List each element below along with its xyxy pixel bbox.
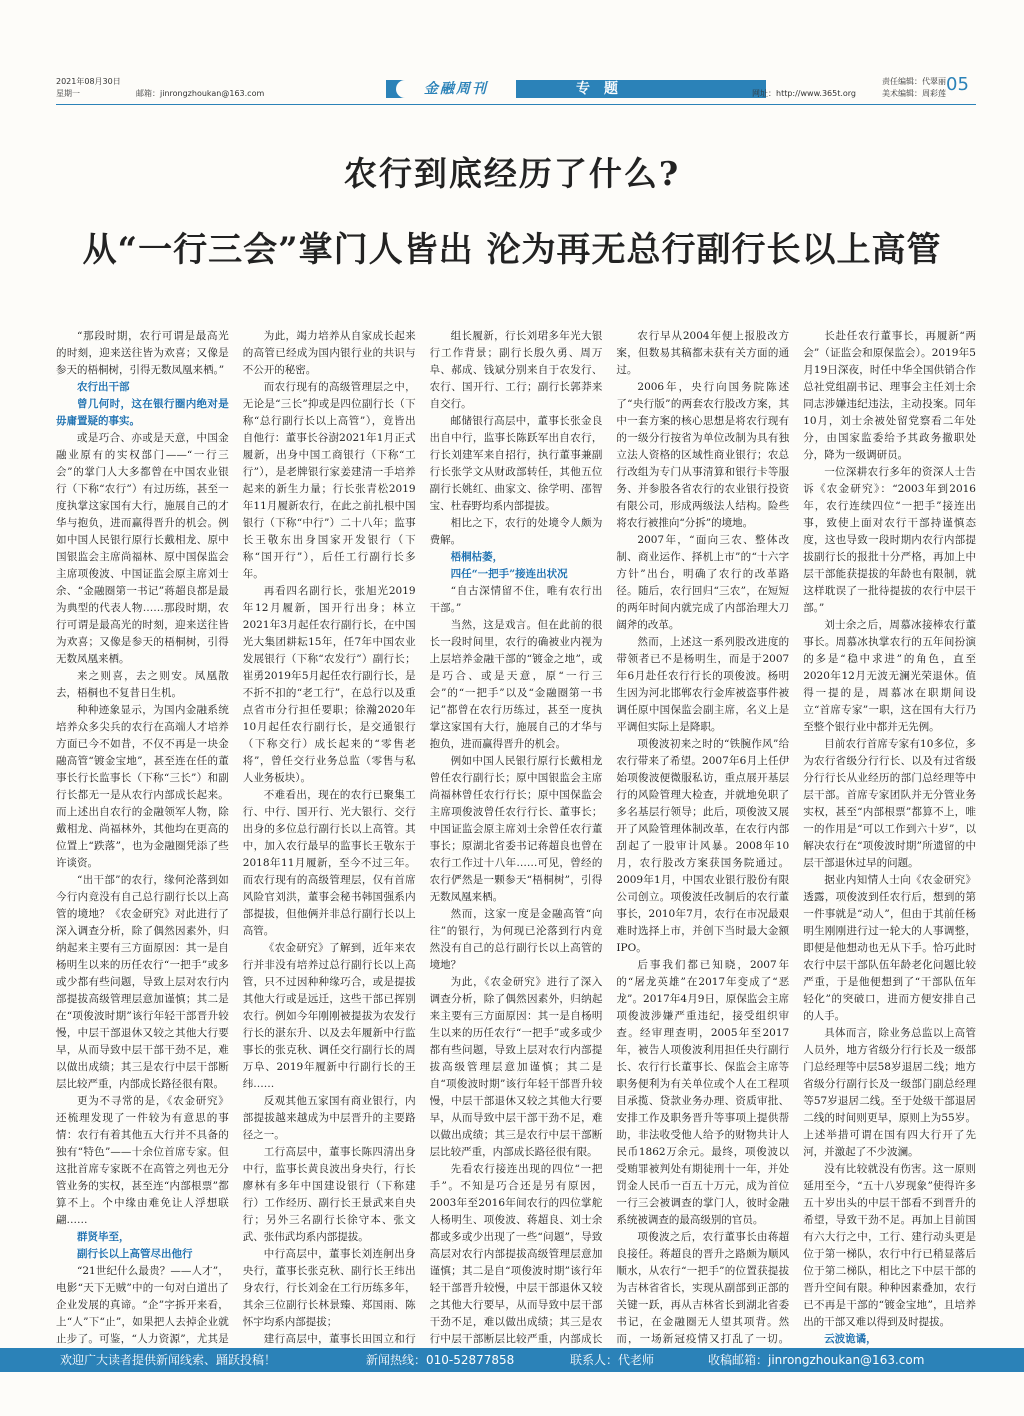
responsible-editor: 责任编辑：代翠丽 xyxy=(882,77,946,86)
article-body xyxy=(56,328,976,1346)
section-subheading: 云波诡谲， xyxy=(824,1333,877,1345)
article-paragraph: 农行早从2004年便上报股改方案，但数易其稿都未获有关方面的通过。 xyxy=(616,330,790,376)
article-paragraph: 《农金研究》了解到，近年来农行并非没有培养过总行副行长以上高管，只不过因种种缘巧合，或是提拔其他大行或是远迁，这些干部已挥别农行。例如今年刚刚被提拔为农发行行长的湛东升、以及去年履新中行监事长的张克秋、调任交行副行长的周万阜、2019年履新中行副行长的王纬…… xyxy=(242,942,416,1090)
article-paragraph: 项俊波初来之时的“铁腕作风”给农行带来了希望。2007年6月上任伊始项俊波便微服私访，重点展开基层行的风险管理大检查，并就地免职了多名基层行领导；此后，项俊波又展开了风险管理体制改革，在农行内部刮起了一股审计风暴。2008年10月，农行股改方案获国务院通过。2009年1月，中国农业银行股份有限公司创立。项俊波任改制后的农行董事长，2010年7月，农行在市况最艰难时选择上市，并创下当时最大金额IPO。 xyxy=(616,738,790,954)
article-column xyxy=(803,328,976,1346)
footer-slogan: 欢迎广大读者提供新闻线索、踊跃投稿！ xyxy=(60,1353,277,1367)
article-paragraph: 先看农行接连出现的四位“一把手”。不知是巧合还是另有原因，2003年至2016年间农行的四位掌舵人杨明生、项俊波、蒋超良、刘士余都或多或少出现了一些“问题”，导致高层对农行内部提拔高级管理层意加谨慎；其二是自“项俊波时期”该行年轻干部晋升较慢，中层干部退休又较之其他大行要早，从而导致中层干部干劲不足，难以做出成绩；其三是农行中层干部断层比较严重，内部成长 xyxy=(429,1163,603,1345)
article-paragraph: 一位深耕农行多年的资深人士告诉《农金研究》：“2003年到2016年，农行连续四位“一把手”接连出事，致使上面对农行干部持谨慎态度，这也导致一段时期内农行内部提拔副行长的报批十分严格，再加上中层干部能获提拔的年龄也有限制，就这样耽误了一批待提拔的农行中层干部。” xyxy=(803,466,976,614)
issue-date: 2021年08月30日 xyxy=(56,77,121,86)
article-column xyxy=(430,328,603,1346)
article-paragraph: “自古深情留不住，唯有农行出干部。” xyxy=(429,585,603,614)
headline-main: 农行到底经历了什么? xyxy=(343,154,681,193)
article-paragraph: 2007年，“面向三农、整体改制、商业运作、择机上市”的“十六字方针”出台，明确了农行的改革路径。随后，农行回归“三农”，在短短的两年时间内就完成了内部治理大刀阔斧的改革。 xyxy=(616,534,790,631)
article-paragraph: 然而，上述这一系列股改进度的带领者已不是杨明生，而是于2007年6月赴任农行行长的项俊波。杨明生因为河北邯郸农行金库被盗事件被调任原中国保监会副主席，名义上是平调但实际上是降职。 xyxy=(616,636,790,733)
article-column xyxy=(56,328,229,1346)
masthead-bar xyxy=(386,80,766,98)
article-paragraph: 2006年，央行向国务院陈述了“央行版”的两套农行股改方案，其中一套方案的核心思想是将农行现有的一级分行按省为单位改制为具有独立法人资格的区域性商业银行；农总行改组为专门从事清算和银行卡等服务、并参股各省农行的农业银行投资有限公司，形成两级法人结构。险些将农行被推向“分拆”的境地。 xyxy=(616,381,790,529)
headline-sub: 从“一行三会”掌门人皆出 沦为再无总行副行长以上高管 xyxy=(82,230,942,270)
article-paragraph: 当然，这是戏言。但在此前的很长一段时间里，农行的确被业内视为上层培养金融干部的“镀金之地”，或是巧合、或是天意，原“一行三会”的“一把手”以及“金融圈第一书记”都曾在农行历练过，甚至一度执掌这家国有大行，施展自己的才华与抱负，进而赢得晋升的机会。 xyxy=(429,619,603,750)
page-header xyxy=(56,76,976,102)
section-subheading: 四任“一把手”接连出状况 xyxy=(450,568,568,580)
article-paragraph: 刘士余之后，周慕冰接棒农行董事长。周慕冰执掌农行的五年间扮演的多是“稳中求进”的角色，直至2020年12月无波无澜光荣退休。值得一提的是，周慕冰在职期间设立“首席专家”一职，这在国有大行乃至整个银行业中都并无先例。 xyxy=(803,619,976,733)
page-footer xyxy=(0,1348,1024,1372)
article-paragraph: 中行高层中，董事长刘连舸出身央行，董事长张克秋、副行长王纬出身农行，行长刘金在工行历练多年，其余三位副行长林景臻、郑国雨、陈怀宇均系内部提拔； xyxy=(242,1248,416,1328)
header-divider xyxy=(56,104,976,105)
section-subheading: 群贤毕至， xyxy=(77,1231,130,1243)
section-subheading: 副行长以上高管尽出他行 xyxy=(77,1248,193,1260)
art-editor: 美术编辑：周彩莲 xyxy=(882,89,946,98)
article-paragraph: 邮储银行高层中，董事长张金良出自中行，监事长陈跃军出自农行，行长刘建军来自招行，执行董事兼副行长张学文从财政部转任，其他五位副行长姚红、曲家文、徐学明、邵智宝、杜春野均系内部提拔。 xyxy=(429,415,603,512)
footer-submit-email: 收稿邮箱：jinrongzhoukan@163.com xyxy=(708,1353,925,1367)
article-paragraph: “21世纪什么最贵？——人才”，电影“天下无贼”中的一句对白道出了企业发展的真谛。“企”字拆开来看，上“人”下“止”，如果把人去掉企业就止步了。可鉴，“人力资源”，尤其是 xyxy=(56,1265,229,1345)
article-paragraph: 为此，《农金研究》进行了深入调查分析，除了偶然因素外，归纳起来主要有三方面原因：其一是自杨明生以来的历任农行“一把手”或多或少都有些问题，导致上层对农行内部提拔高级管理层意加谨慎；其二是自“项俊波时期”该行年轻干部晋升较慢，中层干部退休又较之其他大行要早，从而导致中层干部干劲不足，难以做出成绩；其三是农行中层干部断层比较严重，内部成长路径很有限。 xyxy=(429,976,603,1158)
section-subheading: 农行出干部 xyxy=(77,381,130,393)
footer-contact: 联系人：代老师 xyxy=(570,1353,655,1367)
article-paragraph: 然而，这家一度是金融高管“向往”的银行，为何现已沦落到行内竟然没有自己的总行副行长以上高管的境地？ xyxy=(429,908,603,971)
article-paragraph: 例如中国人民银行原行长戴相龙曾任农行副行长；原中国银监会主席尚福林曾任农行行长；原中国保监会主席项俊波曾任农行行长、董事长；中国证监会原主席刘士余曾任农行董事长；原湖北省委书记蒋超良也曾在农行工作过十八年……可见，曾经的农行俨然是一颗参天“梧桐树”，引得无数凤凰来栖。 xyxy=(429,755,603,903)
article-paragraph: 反观其他五家国有商业银行，内部提拔越来越成为中层晋升的主要路径之一。 xyxy=(242,1095,416,1141)
article-paragraph: 而农行现有的高级管理层之中，无论是“三长”抑或是四位副行长（下称“总行副行长以上高管”），竟皆出自他行：董事长谷澍2021年1月正式履新，出身中国工商银行（下称“工行”），是老牌银行家姜建清一手培养起来的新生力量；行长张青松2019年11月履新农行，在此之前扎根中国银行（下称“中行”）二十八年；监事长王敬东出身国家开发银行（下称“国开行”），后任工行副行长多年。 xyxy=(242,381,416,580)
article-paragraph: 不难看出，现在的农行已聚集工行、中行、国开行、光大银行、交行出身的多位总行副行长以上高管。其中，加入农行最早的监事长王敬东于2018年11月履新，至今不过三年。而农行现有的高级管理层，仅有首席风险官刘洪，董事会秘书韩国强系内部提拔，但他俩并非总行副行长以上高管。 xyxy=(242,789,416,937)
article-paragraph: “那段时期，农行可谓是最高光的时刻，迎来送往皆为欢喜；又像是参天的梧桐树，引得无数凤凰来栖。” xyxy=(56,330,229,376)
issue-weekday: 星期一 xyxy=(56,89,80,98)
newspaper-logo: 金融周刊 xyxy=(396,80,516,98)
article-paragraph: 为此，竭力培养从自家成长起来的高管已经成为国内银行业的共识与不公开的秘密。 xyxy=(242,330,416,376)
article-paragraph: 相比之下，农行的处境令人颇为费解。 xyxy=(429,517,603,546)
article-paragraph: “出干部”的农行，缘何沦落到如今行内竟没有自己总行副行长以上高管的境地？《农金研究》对此进行了深入调查分析，除了偶然因素外，归纳起来主要有三方面原因：其一是自杨明生以来的历任农行“一把手”或多或少都有些问题，导致上层对农行内部提拔高级管理层意加谨慎；其二是在“项俊波时期”该行年轻干部晋升较慢，中层干部退休又较之其他大行要早，从而导致中层干部干劲不足，难以做出成绩；其三是农行中层干部断层比较严重，内部成长路径很有限。 xyxy=(56,874,229,1090)
article-paragraph: 种种迹象显示，为国内金融系统培养众多尖兵的农行在高端人才培养方面已今不如昔，不仅不再是一块金融高管“镀金宝地”，甚至连在任的董事长行长监事长（下称“三长”）和副行长都无一是从农行内部成长起来。而上述出自农行的金融领军人物，除戴相龙、尚福林外，其他均在更高的位置上“跌落”，也为金融圈凭添了些许谈资。 xyxy=(56,704,229,869)
article-paragraph: 来之则喜，去之则安。凤凰散去，梧桐也不复昔日生机。 xyxy=(56,670,229,699)
article-paragraph: 再看四名副行长，张旭光2019年12月履新，国开行出身；林立2021年3月起任农行副行长，在中国光大集团耕耘15年，任7年中国农业发展银行（下称“农发行”）副行长；崔勇2019年5月起任农行副行长，是不折不扣的“老工行”，在总行以及重点省市分行担任要职；徐瀚2020年10月起任农行副行长，是交通银行（下称交行）成长起来的“零售老将”，曾任交行业务总监（零售与私人业务板块）。 xyxy=(242,585,416,784)
article-paragraph: 或是巧合、亦或是天意，中国金融业原有的实权部门——“一行三会”的掌门人大多都曾在中国农业银行（下称“农行”）有过历练，甚至一度执掌这家国有大行，施展自己的才华与抱负，进而赢得晋升的机会。例如中国人民银行原行长戴相龙、原中国银监会主席尚福林、原中国保监会主席项俊波、中国证监会原主席刘士余、“金融圈第一书记”蒋超良都是最为典型的代表人物……那段时期，农行可谓是最高光的时刻，迎来送往皆为欢喜；又像是参天的梧桐树，引得无数凤凰来栖。 xyxy=(56,432,229,665)
article-paragraph: 具体而言，除业务总监以上高管人员外，地方省级分行行长及一级部门总经理等中层58岁退居二线；地方省级分行副行长及一级部门副总经理等57岁退居二线。至于处级干部退居二线的时间则更早，原则上为55岁。上述举措可谓在国有四大行开了先河，并激起了不少波澜。 xyxy=(803,1027,976,1158)
page-number: 05 xyxy=(946,74,969,95)
section-subheading: 曾几何时，这在银行圈内绝对是毋庸置疑的事实。 xyxy=(56,398,229,427)
article-paragraph: 长赴任农行董事长，再履新“两会”（证监会和原保监会）。2019年5月19日深夜，时任中华全国供销合作总社党组副书记、理事会主任刘士余同志涉嫌违纪违法，主动投案。同年10月，刘士余被处留党察看二年处分，由国家监委给予其政务撤职处分，降为一级调研员。 xyxy=(803,330,976,461)
article-paragraph: 项俊波之后，农行董事长由蒋超良接任。蒋超良的晋升之路颇为顺风顺水，从农行“一把手”的位置获提拔为吉林省省长，实现从副部到正部的关键一跃，再从吉林省长到湖北省委书记，在金融圈无人望其项背。然而，一场新冠疫情又打乱了一切。 xyxy=(616,1231,790,1345)
article-paragraph: 没有比较就没有伤害。这一原则延用至今，“五十八岁现象”使得许多五十岁出头的中层干部看不到晋升的希望，导致干劲不足。再加上目前国有六大行之中，工行、建行动头更是位于第一梯队，农行中行已稍显落后位于第二梯队，相比之下中层干部的晋升空间有限。种种因素叠加，农行已不再是干部的“镀金宝地”，且培养出的干部又难以得到及时提拔。 xyxy=(803,1163,976,1328)
editor-credits xyxy=(882,76,946,100)
article-paragraph: 更为不寻常的是，《农金研究》还梳理发现了一件较为有意思的事情：农行有着其他五大行并不具备的独有“特色”——十余位首席专家。但这批首席专家既不在高管之列也无分管业务的实权，甚至连“内部根票”都算不上。个中缘由难免让人浮想联翩…… xyxy=(56,1095,229,1226)
article-paragraph: 据业内知情人士向《农金研究》透露，项俊波到任农行后，想到的第一件事就是“动人”，但由于其前任杨明生刚刚进行过一轮大的人事调整，即便是他想动也无从下手。恰巧此时农行中层干部队伍年龄老化问题比较严重，于是他便想到了“干部队伍年轻化”的突破口，进而方便安排自己的人手。 xyxy=(803,874,976,1022)
header-date-block xyxy=(56,76,265,100)
article-column xyxy=(243,328,416,1346)
article-paragraph: 目前农行首席专家有10多位，多为农行省级分行行长、以及有过省级分行行长从业经历的部门总经理等中层干部。首席专家团队并无分管业务实权，甚至“内部根票”都算不上，唯一的作用是“可以工作到六十岁”，以解决农行在“项俊波时期”所遗留的中层干部退休过早的问题。 xyxy=(803,738,976,869)
header-website: 网址：http://www.365t.org xyxy=(752,89,857,98)
article-paragraph: 工行高层中，董事长陈四清出身中行，监事长黄良波出身央行，行长廖林有多年中国建设银行（下称建行）工作经历、副行长王景武来自央行；另外三名副行长徐守本、张文武、张伟武均系内部提拔。 xyxy=(242,1146,416,1243)
article-paragraph: 组长履新，行长刘珺多年光大银行工作背景；副行长殷久勇、周万阜、郝成、钱斌分别来自于农发行、农行、国开行、工行；副行长郭莽来自交行。 xyxy=(429,330,603,410)
article-column xyxy=(616,328,789,1346)
section-name: 专题 xyxy=(576,81,632,97)
header-email: 邮箱：jinrongzhoukan@163.com xyxy=(136,89,265,98)
footer-hotline: 新闻热线：010-52877858 xyxy=(366,1353,515,1367)
section-subheading: 梧桐枯萎， xyxy=(450,551,504,563)
article-paragraph: 后事我们都已知晓，2007年的“屠龙英雄”在2017年变成了“恶龙”。2017年4月9日，原保监会主席项俊波涉嫌严重违纪，接受组织审查。经审理查明，2005年至2017年，被告人项俊波利用担任央行副行长、农行行长董事长、保监会主席等职务便利为有关单位或个人在工程项目承揽、贷款业务办理、资质审批、安排工作及职务晋升等事项上提供帮助，非法收受他人给予的财物共计人民币1862万余元。最终，项俊波以受贿罪被判处有期徒刑十一年，并处罚金人民币一百五十万元，成为首位一行三会被调查的掌门人，彼时金融系统被调查的最高级别的官员。 xyxy=(616,959,790,1226)
article-paragraph: 建行高层中，董事长田国立和行 xyxy=(263,1333,416,1345)
